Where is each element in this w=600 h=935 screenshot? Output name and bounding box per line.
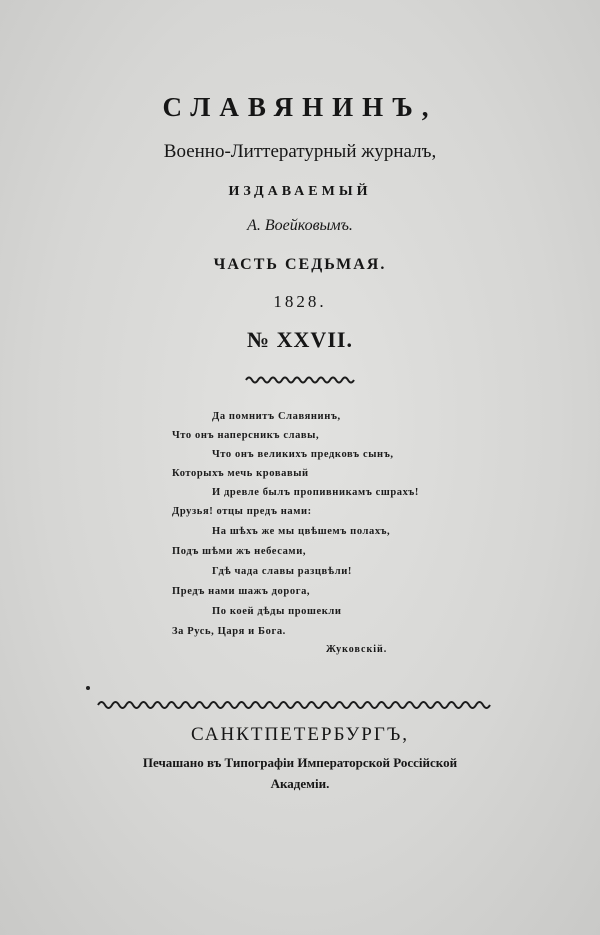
imprint-city: САНКТПЕТЕРБУРГЪ,: [191, 724, 409, 745]
epigraph-line: Предъ нами шажъ дорога,: [172, 586, 311, 597]
wavy-ornament-rule: [96, 698, 492, 712]
published-by-label: ИЗДАВАЕМЫЙ: [228, 184, 372, 199]
ink-dot: [86, 686, 90, 690]
epigraph-line: За Русь, Царя и Бога.: [172, 626, 286, 637]
epigraph-line: Подъ шѣми жъ небесами,: [172, 546, 307, 557]
epigraph-line: Друзья! отцы предъ нами:: [172, 506, 312, 517]
publication-year: 1828.: [273, 292, 327, 311]
epigraph-line: Гдѣ чада славы разцвѣли!: [212, 566, 352, 577]
journal-subtitle: Военно-Литтературный журналъ,: [163, 141, 437, 162]
epigraph-line: И древле былъ пропивникамъ сшрахъ!: [212, 487, 419, 498]
epigraph-line: Да помнитъ Славянинъ,: [212, 411, 341, 422]
epigraph-line: Что онъ великихъ предковъ сынъ,: [212, 449, 394, 460]
epigraph-line: Что онъ наперсникъ славы,: [172, 430, 320, 441]
epigraph-author: Жуковскій.: [326, 644, 388, 655]
epigraph-line: Которыхъ мечь кровавый: [172, 468, 309, 479]
epigraph-line: По коей дѣды прошекли: [212, 606, 342, 617]
imprint-printer: Печашано въ Типографіи Императорской Россійской: [142, 755, 458, 770]
imprint-printer-cont: Академіи.: [270, 776, 330, 791]
editor-name: А. Воейковымъ.: [247, 217, 353, 234]
issue-number: № XXVII.: [247, 327, 353, 352]
wavy-ornament-divider: [244, 374, 356, 386]
epigraph-line: На шѣхъ же мы цвѣшемъ полахъ,: [212, 526, 391, 537]
part-number: ЧАСТЬ СЕДЬМАЯ.: [213, 256, 387, 273]
journal-title: СЛАВЯНИНЪ,: [162, 92, 438, 122]
